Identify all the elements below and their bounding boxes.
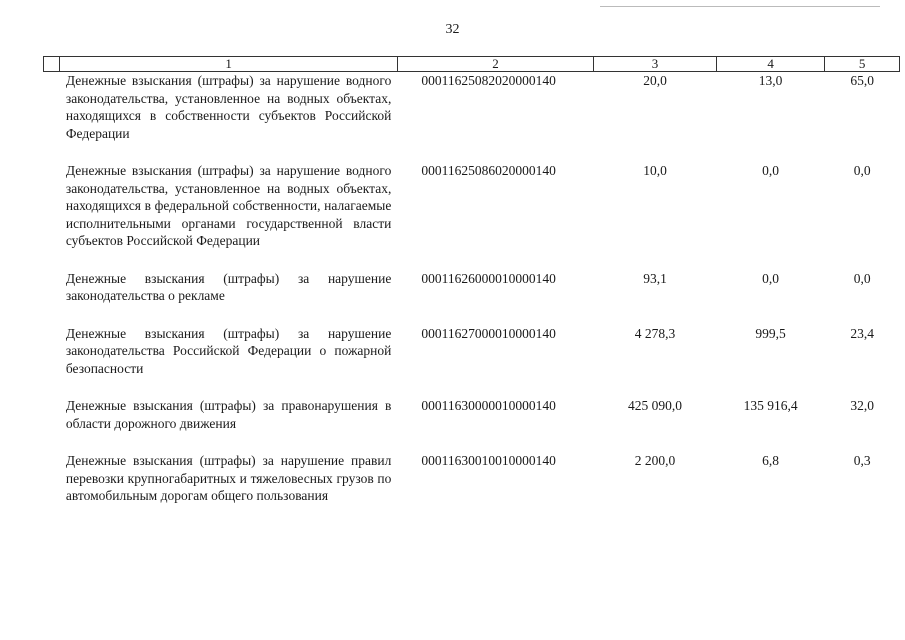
table-row [44, 325, 900, 398]
row-code: 00011630000010000140 [421, 398, 556, 413]
revenue-table [43, 56, 900, 525]
row-value-5: 0,3 [853, 453, 871, 468]
row-value-3: 20,0 [643, 73, 667, 88]
row-value-4: 0,0 [762, 270, 780, 286]
row-value-3: 93,1 [643, 270, 667, 286]
table-row [44, 72, 900, 163]
header-spacer [44, 57, 60, 72]
row-name: Денежные взыскания (штрафы) за нарушение законодательства о рекламе [65, 270, 392, 303]
row-value-4: 999,5 [755, 325, 786, 341]
row-value-3: 10,0 [643, 163, 667, 178]
row-code: 00011627000010000140 [421, 325, 556, 341]
row-name: Денежные взыскания (штрафы) за правонарушения в области дорожного движения [65, 398, 392, 431]
header-col-4: 4 [716, 57, 824, 72]
header-col-5: 5 [825, 57, 900, 72]
row-value-3: 2 200,0 [634, 453, 676, 468]
row-code: 00011630010010000140 [421, 453, 556, 468]
row-name: Денежные взыскания (штрафы) за нарушение правил перевозки крупногабаритных и тяжеловесных грузов по автомобильным дорогам общего пользования [65, 453, 392, 503]
header-col-2: 2 [397, 57, 593, 72]
row-name: Денежные взыскания (штрафы) за нарушение законодательства Российской Федерации о пожарной безопасности [65, 325, 392, 376]
row-value-5: 23,4 [850, 325, 874, 341]
row-value-5: 0,0 [853, 163, 871, 178]
table-body [44, 72, 900, 525]
row-code: 00011625086020000140 [421, 163, 556, 178]
table-row [44, 162, 900, 270]
row-value-5: 65,0 [850, 73, 874, 88]
row-name: Денежные взыскания (штрафы) за нарушение водного законодательства, установленное на водных объектах, находящихся в федеральной собственности, налагаемые исполнительными органами государственной власти субъектов Российской Федерации [65, 163, 392, 248]
row-value-5: 32,0 [850, 398, 874, 413]
row-value-4: 6,8 [762, 453, 780, 468]
row-value-3: 4 278,3 [634, 325, 676, 341]
table-row [44, 452, 900, 525]
table-row [44, 397, 900, 452]
row-value-4: 135 916,4 [743, 398, 798, 413]
table-header [44, 57, 900, 72]
row-code: 00011626000010000140 [421, 270, 556, 286]
table-row [44, 270, 900, 325]
row-value-4: 0,0 [762, 163, 780, 178]
header-col-1: 1 [60, 57, 397, 72]
row-value-4: 13,0 [758, 73, 783, 88]
row-code: 00011625082020000140 [421, 73, 556, 88]
scan-edge-line [600, 6, 880, 7]
row-value-5: 0,0 [853, 270, 871, 286]
header-col-3: 3 [594, 57, 717, 72]
page-number: 32 [445, 22, 460, 37]
row-name: Денежные взыскания (штрафы) за нарушение водного законодательства, установленное на водных объектах, находящихся в собственности субъектов Российской Федерации [65, 73, 392, 141]
row-value-3: 425 090,0 [628, 398, 683, 413]
